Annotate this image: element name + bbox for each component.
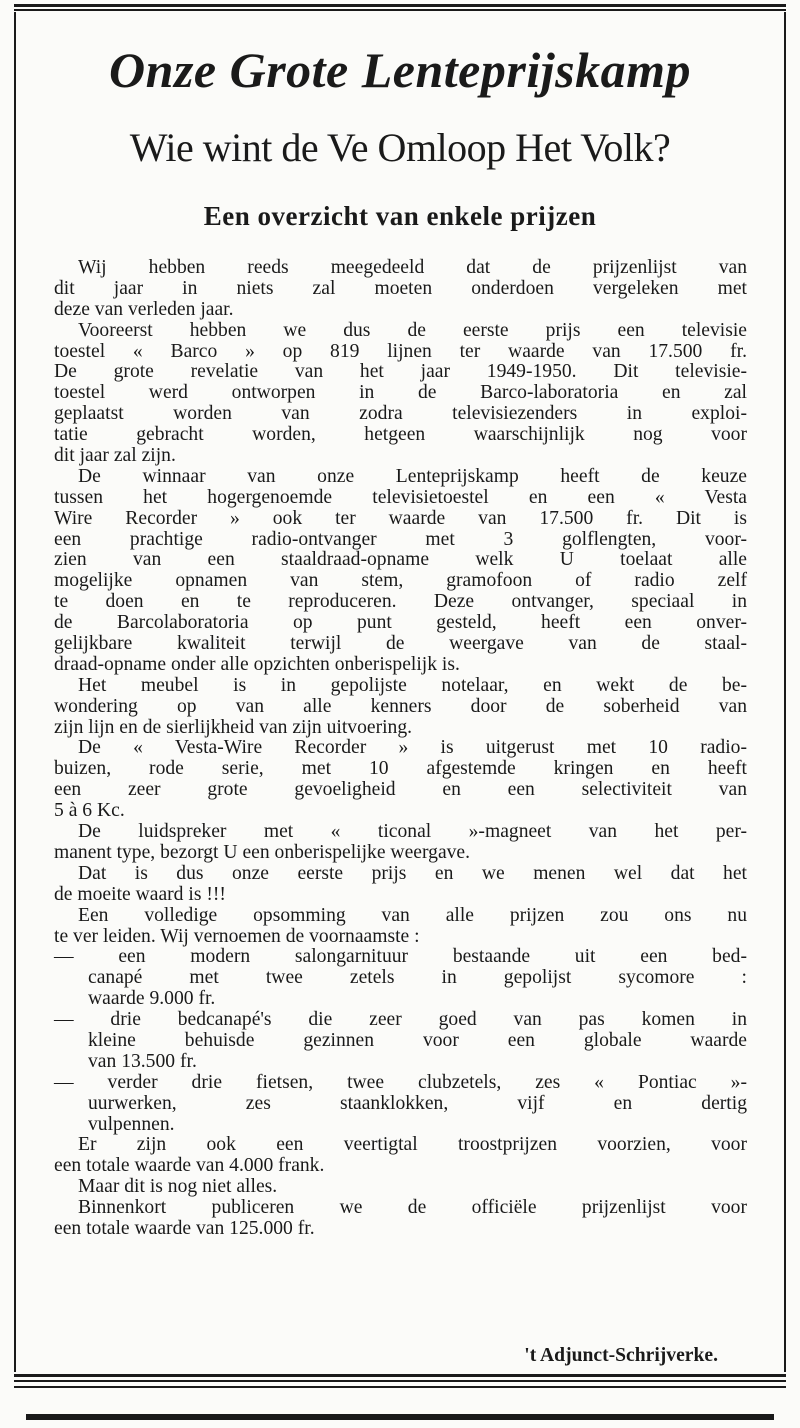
- body-line: een totale waarde van 4.000 frank.: [54, 1155, 325, 1177]
- body-line: van 13.500 fr.: [88, 1050, 197, 1072]
- body-line: de Barcolaboratoria op punt gesteld, heeft een onver-: [54, 612, 747, 634]
- body-line: canapé met twee zetels in gepolijst sycomore :: [88, 967, 747, 989]
- article-body: [54, 258, 747, 1240]
- body-line: De grote revelatie van het jaar 1949-1950. Dit televisie-: [54, 361, 747, 383]
- body-line: dit jaar in niets zal moeten onderdoen vergeleken met: [54, 277, 747, 299]
- body-line: toestel werd ontworpen in de Barco-laboratoria en zal: [54, 382, 747, 404]
- body-line: vulpennen.: [88, 1113, 175, 1135]
- body-line: gelijkbare kwaliteit terwijl de weergave van de staal-: [54, 633, 747, 655]
- body-line: zien van een staaldraad-opname welk U toelaat alle: [54, 549, 747, 571]
- body-line: tussen het hogergenoemde televisietoestel en een « Vesta: [54, 486, 747, 508]
- body-line: Vooreerst hebben we dus de eerste prijs een televisie: [78, 319, 747, 341]
- body-line: Wire Recorder » ook ter waarde van 17.500 fr. Dit is: [54, 507, 747, 529]
- body-line: — verder drie fietsen, twee clubzetels, zes « Pontiac »-: [54, 1071, 747, 1093]
- body-line: draad-opname onder alle opzichten onberispelijk is.: [54, 653, 460, 675]
- body-line: buizen, rode serie, met 10 afgestemde kringen en heeft: [54, 758, 747, 780]
- body-line: geplaatst worden van zodra televisiezenders in exploi-: [54, 403, 747, 425]
- body-line: — drie bedcanapé's die zeer goed van pas komen in: [54, 1009, 747, 1031]
- body-line: Het meubel is in gepolijste notelaar, en wekt de be-: [78, 674, 747, 696]
- body-line: De « Vesta-Wire Recorder » is uitgerust met 10 radio-: [78, 737, 747, 759]
- body-line: Binnenkort publiceren we de officiële prijzenlijst voor: [78, 1197, 747, 1219]
- body-line: Wij hebben reeds meegedeeld dat de prijzenlijst van: [78, 257, 747, 278]
- body-line: een zeer grote gevoeligheid en een selectiviteit van: [54, 779, 747, 801]
- bottom-rule-thin-2: [14, 1386, 786, 1388]
- footer-rule: [26, 1414, 774, 1420]
- body-line: mogelijke opnamen van stem, gramofoon of radio zelf: [54, 570, 747, 592]
- body-line: de moeite waard is !!!: [54, 883, 226, 905]
- body-line: Een volledige opsomming van alle prijzen zou ons nu: [78, 904, 747, 926]
- body-line: uurwerken, zes staanklokken, vijf en dertig: [88, 1092, 747, 1114]
- body-line: 5 à 6 Kc.: [54, 800, 125, 822]
- body-line: De luidspreker met « ticonal »-magneet van het per-: [78, 821, 747, 843]
- body-line: tatie gebracht worden, hetgeen waarschijnlijk nog voor: [54, 424, 747, 446]
- body-line: toestel « Barco » op 819 lijnen ter waarde van 17.500 fr.: [54, 340, 747, 362]
- top-rule-thick: [14, 4, 786, 7]
- body-line: — een modern salongarnituur bestaande uit een bed-: [54, 946, 747, 968]
- body-line: manent type, bezorgt U een onberispelijke weergave.: [54, 841, 471, 863]
- body-line: Er zijn ook een veertigtal troostprijzen voorzien, voor: [78, 1134, 747, 1156]
- article-heading: Een overzicht van enkele prijzen: [203, 201, 597, 231]
- body-line: waarde 9.000 fr.: [88, 988, 216, 1010]
- signature: 't Adjunct-Schrijverke.: [524, 1345, 718, 1366]
- body-line: te doen en te reproduceren. Deze ontvanger, speciaal in: [54, 591, 747, 613]
- article-title: Onze Grote Lenteprijskamp: [109, 42, 691, 98]
- body-line: een prachtige radio-ontvanger met 3 golflengten, voor-: [54, 528, 747, 550]
- article-subtitle: Wie wint de Ve Omloop Het Volk?: [129, 125, 671, 170]
- top-rule-thin: [14, 9, 786, 11]
- body-line: kleine behuisde gezinnen voor een globale waarde: [88, 1029, 747, 1051]
- body-line: te ver leiden. Wij vernoemen de voornaamste :: [54, 925, 420, 947]
- body-line: De winnaar van onze Lenteprijskamp heeft de keuze: [78, 465, 747, 487]
- body-line: Maar dit is nog niet alles.: [78, 1176, 278, 1198]
- body-line: een totale waarde van 125.000 fr.: [54, 1217, 315, 1239]
- bottom-rule-thick: [14, 1374, 786, 1377]
- body-line: deze van verleden jaar.: [54, 298, 234, 320]
- body-line: wondering op van alle kenners door de soberheid van: [54, 695, 747, 717]
- bottom-rule-thin: [14, 1380, 786, 1382]
- body-line: zijn lijn en de sierlijkheid van zijn uitvoering.: [54, 716, 413, 738]
- body-line: Dat is dus onze eerste prijs en we menen wel dat het: [78, 862, 747, 884]
- body-line: dit jaar zal zijn.: [54, 445, 176, 467]
